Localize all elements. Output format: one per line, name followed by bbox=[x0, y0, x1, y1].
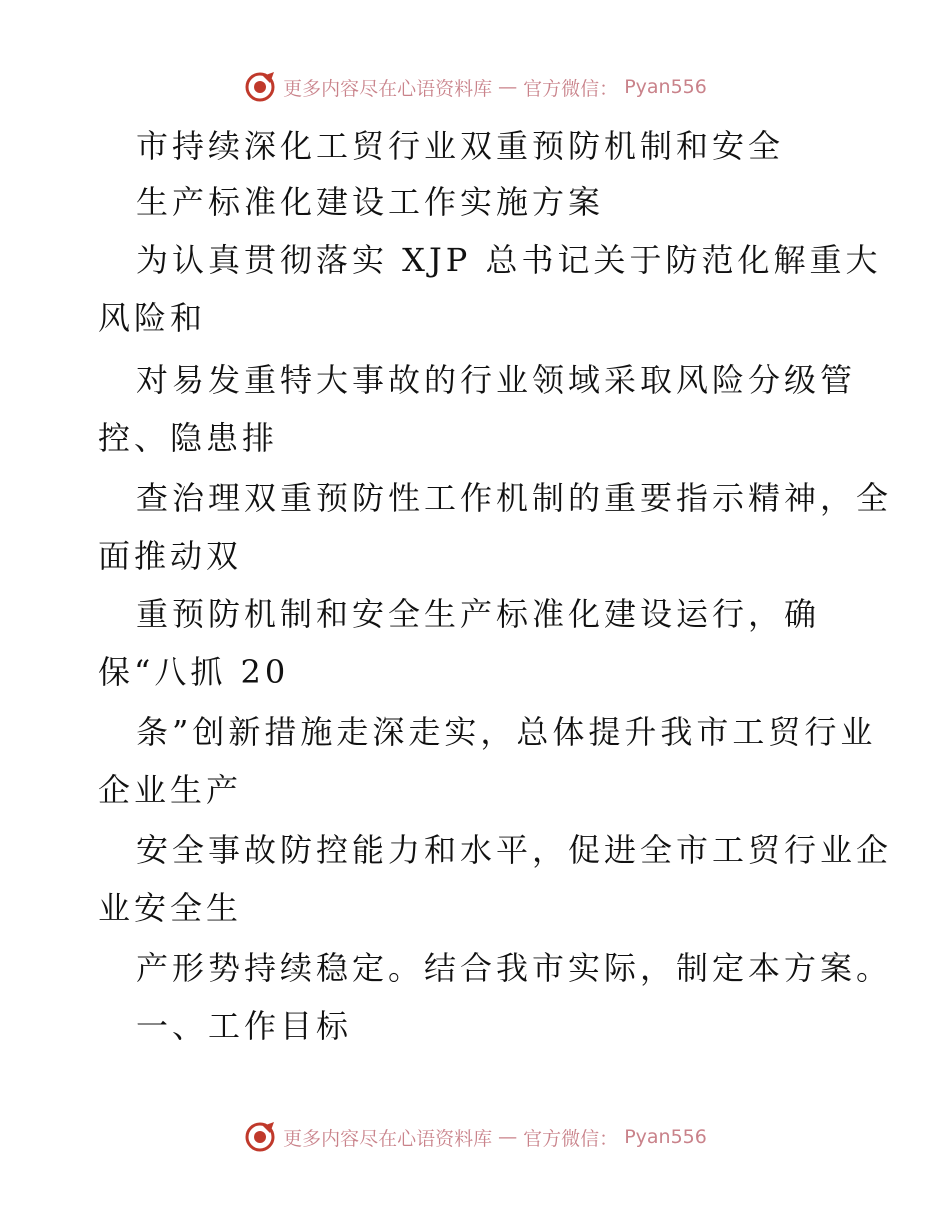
watermark-footer bbox=[0, 1120, 950, 1154]
watermark-separator: — bbox=[498, 1126, 518, 1148]
body-line: 业安全生 bbox=[98, 889, 243, 927]
watermark-separator: — bbox=[498, 76, 518, 98]
body-line: 保“八抓 20 bbox=[98, 653, 290, 691]
watermark-brand: 更多内容尽在心语资料库 bbox=[283, 1127, 493, 1150]
watermark-brand: 更多内容尽在心语资料库 bbox=[283, 77, 493, 100]
body-line: 控、隐患排 bbox=[98, 419, 279, 457]
document-title-line-2: 生产标准化建设工作实施方案 bbox=[136, 183, 605, 221]
body-line: 安全事故防控能力和水平，促进全市工贸行业企 bbox=[136, 831, 893, 869]
body-line: 重预防机制和安全生产标准化建设运行，确 bbox=[136, 595, 821, 633]
watermark-account: Pyan556 bbox=[624, 1126, 707, 1148]
body-line: 条”创新措施走深走实，总体提升我市工贸行业 bbox=[136, 713, 877, 751]
brand-logo-icon bbox=[243, 70, 277, 104]
watermark-suffix: 官方微信： bbox=[523, 1127, 619, 1150]
watermark-account: Pyan556 bbox=[624, 76, 707, 98]
body-line: 对易发重特大事故的行业领域采取风险分级管 bbox=[136, 361, 857, 399]
body-line: 产形势持续稳定。结合我市实际，制定本方案。 bbox=[136, 949, 893, 987]
body-line: 风险和 bbox=[98, 299, 207, 337]
body-line: 为认真贯彻落实 XJP 总书记关于防范化解重大 bbox=[136, 241, 882, 279]
body-line: 面推动双 bbox=[98, 537, 243, 575]
document-title-line-1: 市持续深化工贸行业双重预防机制和安全 bbox=[136, 127, 785, 165]
watermark-header bbox=[0, 70, 950, 104]
watermark-suffix: 官方微信： bbox=[523, 77, 619, 100]
body-line: 企业生产 bbox=[98, 771, 243, 809]
body-line: 查治理双重预防性工作机制的重要指示精神，全 bbox=[136, 479, 893, 517]
brand-logo-icon bbox=[243, 1120, 277, 1154]
section-heading: 一、工作目标 bbox=[136, 1007, 353, 1045]
